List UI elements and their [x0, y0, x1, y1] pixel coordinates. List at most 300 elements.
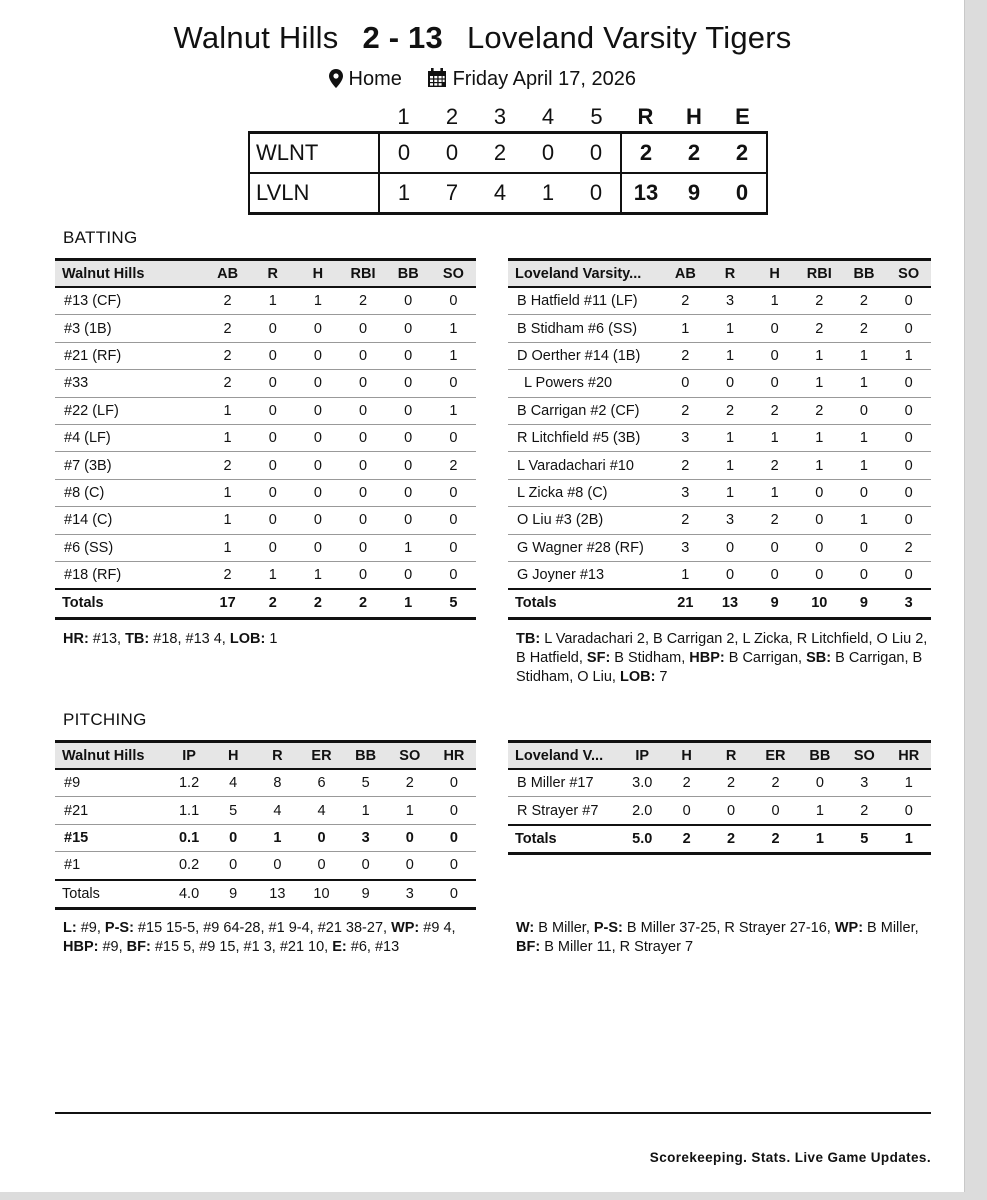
stat-cell: 0 — [709, 797, 753, 825]
pitching-header-home — [508, 742, 931, 770]
stat-cell: 1 — [708, 342, 753, 369]
stat-column-header: SO — [431, 260, 476, 288]
player-name: D Oerther #14 (1B) — [508, 342, 663, 369]
stat-cell: 2 — [205, 342, 250, 369]
stat-cell: 0.2 — [167, 852, 211, 880]
stat-cell: 1 — [798, 797, 842, 825]
stat-column-header: R — [708, 260, 753, 288]
totals-cell: 1 — [386, 589, 431, 618]
totals-cell: 5 — [431, 589, 476, 618]
inning-header: 1 — [397, 104, 410, 129]
inning-score: 0 — [379, 133, 428, 174]
stat-cell: 0 — [752, 561, 797, 589]
stat-column-header: HR — [432, 742, 476, 770]
stat-cell: 1 — [205, 424, 250, 451]
linescore-team: WLNT — [249, 133, 379, 174]
stat-cell: 2 — [388, 769, 432, 797]
player-name: #22 (LF) — [55, 397, 205, 424]
stat-cell: 2 — [205, 370, 250, 397]
note-text: #9, — [76, 920, 105, 936]
stat-cell: 0 — [752, 534, 797, 561]
stat-cell: 0 — [797, 507, 842, 534]
stat-cell: 0 — [295, 534, 340, 561]
stat-cell: 0 — [340, 507, 385, 534]
batting-table-away — [55, 258, 476, 620]
stat-cell: 1 — [663, 561, 708, 589]
stat-cell: 2 — [797, 397, 842, 424]
stat-cell: 1 — [797, 370, 842, 397]
errors-total: 0 — [718, 173, 767, 214]
note-label: WP: — [391, 920, 420, 936]
player-name: #21 — [55, 797, 167, 824]
stat-cell: 1 — [842, 424, 887, 451]
player-name: #15 — [55, 824, 167, 851]
stat-cell: 0 — [842, 479, 887, 506]
stat-cell: 0 — [886, 315, 931, 342]
totals-label: Totals — [55, 880, 167, 909]
linescore-row-away — [249, 133, 767, 174]
stat-cell: 0 — [250, 479, 295, 506]
stat-column-header: R — [709, 742, 753, 770]
stat-cell: 0 — [340, 534, 385, 561]
stat-cell: 2 — [842, 315, 887, 342]
pitcher-row — [508, 797, 931, 825]
stat-cell: 4 — [299, 797, 343, 824]
stat-cell: 0 — [250, 342, 295, 369]
stat-cell: 0 — [886, 370, 931, 397]
stat-column-header: RBI — [340, 260, 385, 288]
totals-cell: 21 — [663, 589, 708, 618]
inning-score: 0 — [428, 133, 476, 174]
team-column-header: Loveland Varsity... — [508, 260, 663, 288]
player-name: B Miller #17 — [508, 769, 620, 797]
stat-column-header: ER — [299, 742, 343, 770]
stat-cell: 0 — [797, 561, 842, 589]
batter-row — [55, 507, 476, 534]
totals-cell: 10 — [299, 880, 343, 909]
game-title — [0, 20, 965, 56]
stat-cell: 3 — [663, 479, 708, 506]
pitcher-row — [55, 852, 476, 880]
stat-cell: 0 — [431, 561, 476, 589]
batter-row — [508, 342, 931, 369]
player-name: L Zicka #8 (C) — [508, 479, 663, 506]
stat-cell: 0 — [886, 561, 931, 589]
inning-header: 3 — [493, 104, 507, 129]
stat-cell: 1 — [255, 824, 299, 851]
totals-cell: 0 — [432, 880, 476, 909]
totals-cell: 3 — [886, 589, 931, 618]
player-name: #13 (CF) — [55, 287, 205, 315]
stat-cell: 2.0 — [620, 797, 664, 825]
pitching-header-away — [55, 742, 476, 770]
stat-cell: 1 — [842, 507, 887, 534]
batter-row — [55, 561, 476, 589]
stat-cell: 2 — [431, 452, 476, 479]
stat-cell: 0 — [886, 452, 931, 479]
stat-cell: 0 — [663, 370, 708, 397]
stat-cell: 1 — [708, 479, 753, 506]
player-name: #1 — [55, 852, 167, 880]
pitcher-row — [55, 824, 476, 851]
stat-cell: 0 — [431, 287, 476, 315]
stat-cell: 1 — [708, 452, 753, 479]
batting-header-home — [508, 260, 931, 288]
stat-column-header: R — [255, 742, 299, 770]
stat-cell: 2 — [753, 769, 797, 797]
batting-header-away — [55, 260, 476, 288]
stat-cell: 2 — [663, 342, 708, 369]
stat-cell: 0 — [431, 534, 476, 561]
stat-column-header: ER — [753, 742, 797, 770]
stat-cell: 3 — [663, 424, 708, 451]
stat-cell: 3.0 — [620, 769, 664, 797]
note-text: #15 5, #9 15, #1 3, #21 10, — [150, 939, 333, 955]
linescore-row-home — [249, 173, 767, 214]
totals-label: Totals — [508, 825, 620, 854]
totals-cell: 17 — [205, 589, 250, 618]
player-name: #6 (SS) — [55, 534, 205, 561]
totals-cell: 9 — [211, 880, 255, 909]
team-column-header: Loveland V... — [508, 742, 620, 770]
stat-cell: 0 — [340, 315, 385, 342]
linescore-table — [248, 103, 768, 215]
stat-cell: 0 — [250, 315, 295, 342]
inning-score: 1 — [379, 173, 428, 214]
stat-column-header: AB — [663, 260, 708, 288]
totals-cell: 10 — [797, 589, 842, 618]
inning-score: 0 — [524, 133, 572, 174]
stat-cell: 3 — [842, 769, 886, 797]
pitching-notes-away — [63, 919, 478, 957]
stat-cell: 1 — [205, 507, 250, 534]
note-label: SB: — [806, 650, 832, 666]
batting-table-home — [508, 258, 931, 620]
batter-row — [55, 424, 476, 451]
stat-cell: 0 — [797, 534, 842, 561]
stat-cell: 1 — [388, 797, 432, 824]
note-text: L Varadachari 2, B Carrigan 2, L Zicka, R Litchfield, O Liu 2, B Hatfield, — [516, 631, 928, 666]
batting-notes-away — [63, 630, 473, 649]
stat-cell: 1 — [431, 342, 476, 369]
player-name: #33 — [55, 370, 205, 397]
stat-cell: 0 — [432, 852, 476, 880]
note-text: B Miller 37-25, R Strayer 27-16, — [622, 920, 835, 936]
pitching-table-home — [508, 740, 931, 855]
stat-cell: 1.1 — [167, 797, 211, 824]
stat-cell: 1 — [205, 534, 250, 561]
stat-cell: 0 — [295, 397, 340, 424]
stat-cell: 0 — [295, 479, 340, 506]
batter-row — [508, 397, 931, 424]
stat-column-header: BB — [386, 260, 431, 288]
batter-row — [508, 287, 931, 315]
note-text: B Miller, — [863, 920, 919, 936]
totals-cell: 2 — [709, 825, 753, 854]
pitching-section-title: PITCHING — [63, 710, 147, 729]
stat-cell: 2 — [842, 797, 886, 825]
stat-cell: 0 — [295, 452, 340, 479]
stat-cell: 1 — [205, 479, 250, 506]
stat-cell: 0 — [295, 315, 340, 342]
totals-label: Totals — [508, 589, 663, 618]
stat-cell: 3 — [708, 287, 753, 315]
note-label: WP: — [834, 920, 864, 936]
hits-total: 9 — [670, 173, 718, 214]
player-name: G Joyner #13 — [508, 561, 663, 589]
stat-cell: 0 — [250, 424, 295, 451]
note-text: B Miller 11, R Strayer 7 — [540, 939, 694, 955]
totals-cell: 5 — [842, 825, 886, 854]
totals-cell: 2 — [250, 589, 295, 618]
stat-cell: 2 — [663, 397, 708, 424]
stat-cell: 2 — [797, 315, 842, 342]
stat-cell: 0 — [255, 852, 299, 880]
stat-cell: 0 — [432, 824, 476, 851]
note-label: P-S: — [593, 920, 623, 936]
stat-cell: 0 — [340, 452, 385, 479]
stat-cell: 1 — [797, 452, 842, 479]
totals-cell: 2 — [340, 589, 385, 618]
note-label: W: — [516, 920, 535, 936]
calendar-icon — [427, 68, 453, 90]
pitcher-row — [508, 769, 931, 797]
note-text: #18, #13 4, — [149, 631, 230, 647]
note-label: E: — [332, 939, 347, 955]
player-name: #3 (1B) — [55, 315, 205, 342]
stat-cell: 3 — [344, 824, 388, 851]
stat-cell: 0 — [386, 507, 431, 534]
inning-score: 0 — [572, 133, 621, 174]
stat-cell: 2 — [708, 397, 753, 424]
stat-cell: 1 — [842, 452, 887, 479]
stat-cell: 0 — [431, 507, 476, 534]
stat-column-header: SO — [388, 742, 432, 770]
stat-column-header: H — [752, 260, 797, 288]
team-column-header: Walnut Hills — [55, 260, 205, 288]
stat-cell: 1 — [431, 315, 476, 342]
stat-cell: 0 — [431, 370, 476, 397]
note-label: LOB: — [619, 669, 656, 685]
runs-total: 13 — [621, 173, 670, 214]
footer-tagline: Scorekeeping. Stats. Live Game Updates. — [649, 1150, 931, 1165]
stat-cell: 0 — [708, 534, 753, 561]
stat-column-header: H — [664, 742, 708, 770]
stat-cell: 2 — [842, 287, 887, 315]
stat-cell: 0 — [344, 852, 388, 880]
inning-score: 2 — [476, 133, 524, 174]
stat-column-header: R — [250, 260, 295, 288]
note-text: B Stidham, — [610, 650, 690, 666]
batter-row — [508, 315, 931, 342]
stat-cell: 0 — [842, 561, 887, 589]
note-label: BF: — [516, 939, 541, 955]
stat-cell: 0 — [340, 479, 385, 506]
batter-row — [55, 315, 476, 342]
stat-cell: 2 — [663, 287, 708, 315]
stat-cell: 0 — [797, 479, 842, 506]
stat-cell: 0 — [211, 852, 255, 880]
player-name: B Stidham #6 (SS) — [508, 315, 663, 342]
player-name: R Strayer #7 — [508, 797, 620, 825]
stat-cell: 4 — [255, 797, 299, 824]
stat-cell: 0 — [386, 479, 431, 506]
totals-row — [55, 589, 476, 618]
stat-cell: 0 — [886, 397, 931, 424]
stat-cell: 0 — [432, 797, 476, 824]
final-score: 2 - 13 — [362, 20, 443, 55]
stat-cell: 3 — [663, 534, 708, 561]
linescore-team: LVLN — [249, 173, 379, 214]
pitching-table-away — [55, 740, 476, 910]
errors-header: E — [735, 104, 750, 129]
stat-cell: 0 — [432, 769, 476, 797]
screenshot-frame-right — [964, 0, 987, 1200]
stat-cell: 0 — [708, 370, 753, 397]
batter-row — [55, 479, 476, 506]
stat-cell: 0 — [886, 507, 931, 534]
stat-cell: 2 — [752, 452, 797, 479]
stat-cell: 1 — [708, 315, 753, 342]
stat-cell: 0 — [386, 370, 431, 397]
stat-cell: 1 — [708, 424, 753, 451]
batting-notes-home — [516, 630, 934, 687]
stat-cell: 2 — [752, 397, 797, 424]
inning-header: 4 — [541, 104, 555, 129]
totals-cell: 9 — [344, 880, 388, 909]
footer-divider — [55, 1112, 931, 1114]
stat-cell: 0 — [386, 452, 431, 479]
player-name: #9 — [55, 769, 167, 797]
player-name: #21 (RF) — [55, 342, 205, 369]
note-label: LOB: — [229, 631, 266, 647]
stat-column-header: IP — [620, 742, 664, 770]
stat-cell: 1 — [842, 342, 887, 369]
stat-cell: 2 — [663, 507, 708, 534]
stat-cell: 1 — [842, 370, 887, 397]
inning-header: 2 — [445, 104, 459, 129]
pitcher-row — [55, 769, 476, 797]
stat-cell: 0 — [386, 397, 431, 424]
totals-cell: 9 — [752, 589, 797, 618]
stat-cell: 0 — [295, 424, 340, 451]
runs-total: 2 — [621, 133, 670, 174]
stat-cell: 0 — [211, 824, 255, 851]
stat-cell: 0 — [250, 507, 295, 534]
stat-cell: 0 — [752, 342, 797, 369]
stat-cell: 0.1 — [167, 824, 211, 851]
stat-cell: 0 — [340, 397, 385, 424]
screenshot-frame-bottom — [0, 1192, 987, 1200]
stat-cell: 1 — [752, 287, 797, 315]
totals-cell: 13 — [708, 589, 753, 618]
note-label: SF: — [586, 650, 611, 666]
totals-cell: 4.0 — [167, 880, 211, 909]
stat-cell: 0 — [295, 342, 340, 369]
stat-cell: 5 — [344, 769, 388, 797]
stat-cell: 0 — [886, 424, 931, 451]
stat-column-header: SO — [842, 742, 886, 770]
batting-section-title: BATTING — [63, 228, 138, 247]
player-name: L Varadachari #10 — [508, 452, 663, 479]
stat-cell: 1 — [797, 424, 842, 451]
stat-cell: 1 — [205, 397, 250, 424]
stat-cell: 0 — [250, 397, 295, 424]
pitching-notes-home — [516, 919, 934, 957]
batter-row — [55, 397, 476, 424]
note-label: HR: — [63, 631, 89, 647]
batter-row — [55, 370, 476, 397]
batter-row — [55, 534, 476, 561]
stat-cell: 2 — [886, 534, 931, 561]
note-label: TB: — [125, 631, 150, 647]
totals-cell: 2 — [295, 589, 340, 618]
stat-column-header: BB — [842, 260, 887, 288]
note-label: BF: — [126, 939, 151, 955]
player-name: O Liu #3 (2B) — [508, 507, 663, 534]
stat-cell: 1 — [250, 287, 295, 315]
player-name: B Carrigan #2 (CF) — [508, 397, 663, 424]
errors-total: 2 — [718, 133, 767, 174]
inning-header: 5 — [590, 104, 603, 129]
stat-cell: 0 — [250, 534, 295, 561]
totals-cell: 1 — [887, 825, 931, 854]
pitcher-row — [55, 797, 476, 824]
stat-cell: 2 — [205, 315, 250, 342]
stat-cell: 0 — [250, 452, 295, 479]
runs-header: R — [637, 104, 654, 129]
totals-cell: 9 — [842, 589, 887, 618]
player-name: G Wagner #28 (RF) — [508, 534, 663, 561]
player-name: L Powers #20 — [508, 370, 663, 397]
player-name: #18 (RF) — [55, 561, 205, 589]
stat-cell: 4 — [211, 769, 255, 797]
batter-row — [55, 342, 476, 369]
note-text: #9 4, — [419, 920, 456, 936]
stat-cell: 0 — [431, 479, 476, 506]
stat-column-header: HR — [887, 742, 931, 770]
batter-row — [508, 452, 931, 479]
stat-column-header: AB — [205, 260, 250, 288]
stat-cell: 0 — [842, 397, 887, 424]
stat-cell: 1 — [797, 342, 842, 369]
stat-cell: 0 — [299, 824, 343, 851]
stat-cell: 2 — [205, 287, 250, 315]
note-text: 7 — [655, 669, 668, 685]
away-team-name: Walnut Hills — [173, 20, 339, 55]
stat-cell: 0 — [887, 797, 931, 825]
stat-cell: 2 — [340, 287, 385, 315]
totals-cell: 5.0 — [620, 825, 664, 854]
totals-row — [508, 589, 931, 618]
stat-cell: 0 — [340, 370, 385, 397]
stat-cell: 0 — [388, 852, 432, 880]
stat-cell: 1 — [752, 424, 797, 451]
stat-column-header: RBI — [797, 260, 842, 288]
batter-row — [508, 534, 931, 561]
stat-cell: 0 — [340, 561, 385, 589]
stat-cell: 1.2 — [167, 769, 211, 797]
batter-row — [508, 424, 931, 451]
batter-row — [55, 287, 476, 315]
stat-cell: 8 — [255, 769, 299, 797]
stat-column-header: H — [295, 260, 340, 288]
stat-cell: 1 — [887, 769, 931, 797]
note-text: B Carrigan, B Stidham, O Liu, — [516, 650, 923, 685]
stat-column-header: BB — [798, 742, 842, 770]
stat-cell: 0 — [299, 852, 343, 880]
hits-total: 2 — [670, 133, 718, 174]
